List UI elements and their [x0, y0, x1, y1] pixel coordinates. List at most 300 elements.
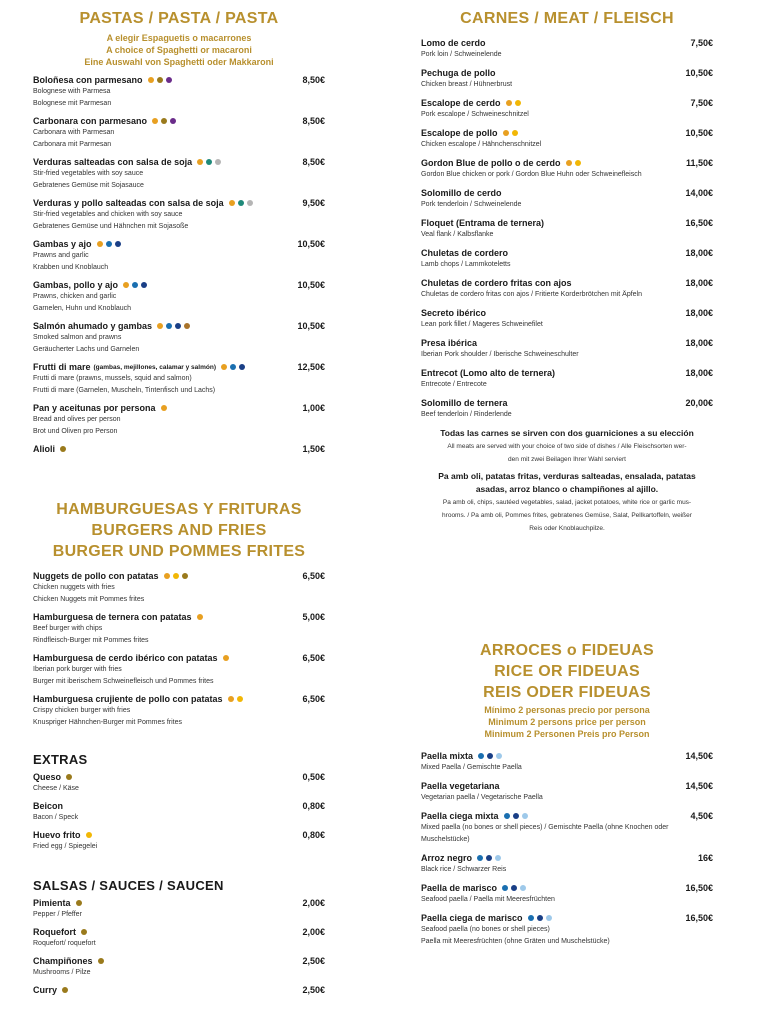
dish-price: 8,50€	[302, 75, 325, 85]
dish-description: Geräucherter Lachs und Garnelen	[33, 346, 140, 353]
allergen-dot-icon	[496, 753, 502, 759]
allergen-dot-icon	[106, 241, 112, 247]
dish-name-text: Gambas, pollo y ajo	[33, 280, 119, 290]
dish-description: Rindfleisch-Burger mit Pommes frites	[33, 637, 149, 644]
dish-description: Pork loin / Schweinelende	[421, 51, 502, 58]
allergen-dot-icon	[546, 915, 552, 921]
dish-description: Chuletas de cordero fritas con ajos / Fritierte Korderbrötchen mit Äpfeln	[421, 291, 642, 298]
menu-item	[33, 570, 325, 606]
dish-name	[33, 772, 72, 782]
dish-name	[421, 308, 486, 318]
dish-description: Stir-fried vegetables with soy sauce	[33, 170, 144, 177]
dish-name-text: Paella mixta	[421, 751, 474, 761]
dish-description: Chicken Nuggets mit Pommes frites	[33, 596, 145, 603]
dish-name	[421, 218, 544, 228]
dish-name-text: Verduras y pollo salteadas con salsa de soja	[33, 198, 224, 208]
allergen-dot-icon	[60, 446, 66, 452]
extras-title: EXTRAS	[33, 752, 88, 767]
dish-price: 18,00€	[685, 368, 713, 378]
arroces-sub-es: Mínimo 2 personas precio por persona	[484, 705, 650, 715]
dish-name	[33, 801, 63, 811]
dish-name-text: Hamburguesa de cerdo ibérico con patatas	[33, 653, 218, 663]
dish-description: Lean pork fillet / Mageres Schweinefilet	[421, 321, 543, 328]
dish-description: Bolognese mit Parmesan	[33, 100, 112, 107]
burgers-title-es: HAMBURGUESAS Y FRITURAS	[56, 501, 302, 518]
menu-item	[33, 652, 325, 688]
dish-name	[33, 280, 147, 290]
burgers-list	[33, 570, 325, 729]
menu-item-row	[421, 810, 713, 822]
allergen-dot-icon	[166, 323, 172, 329]
allergen-dot-icon	[166, 77, 172, 83]
menu-item	[33, 693, 325, 729]
dish-price: 2,50€	[302, 985, 325, 995]
dish-name	[33, 198, 253, 208]
arroces-sub-de: Minimum 2 Personen Preis pro Person	[484, 729, 650, 739]
dish-name	[33, 571, 188, 581]
dish-price: 10,50€	[685, 68, 713, 78]
allergen-dot-icon	[98, 958, 104, 964]
menu-item	[421, 852, 713, 876]
dish-price: 6,50€	[302, 571, 325, 581]
allergen-dot-icon	[182, 573, 188, 579]
burgers-title-de: BURGER UND POMMES FRITES	[52, 543, 306, 560]
arroces-section	[421, 640, 713, 954]
pastas-list	[33, 74, 325, 455]
dish-description: Garnelen, Huhn und Knoblauch	[33, 305, 132, 312]
allergen-dots	[86, 832, 92, 838]
allergen-dot-icon	[486, 855, 492, 861]
dish-name	[33, 612, 203, 622]
dish-description: Roquefort/ roquefort	[33, 940, 96, 947]
allergen-dot-icon	[537, 915, 543, 921]
allergen-dot-icon	[170, 118, 176, 124]
dish-description: Carbonara with Parmesan	[33, 129, 115, 136]
allergen-dot-icon	[495, 855, 501, 861]
allergen-dot-icon	[506, 100, 512, 106]
dish-name-text: Chuletas de cordero fritas con ajos	[421, 278, 572, 288]
dish-name	[33, 830, 92, 840]
dish-description: Smoked salmon and prawns	[33, 334, 122, 341]
menu-item-row	[33, 443, 325, 455]
dish-name-text: Paella de marisco	[421, 883, 498, 893]
menu-item-row	[421, 337, 713, 349]
extras-section	[33, 752, 325, 858]
dish-price: 1,00€	[302, 403, 325, 413]
menu-item	[421, 67, 713, 91]
dish-name-text: Escalope de cerdo	[421, 98, 501, 108]
pastas-sub-de: Eine Auswahl von Spaghetti oder Makkaroni	[84, 57, 274, 67]
dish-description: Stir-fried vegetables and chicken with soy sauce	[33, 211, 183, 218]
allergen-dot-icon	[86, 832, 92, 838]
menu-item-row	[33, 570, 325, 582]
allergen-dots	[223, 655, 229, 661]
extras-list	[33, 771, 325, 853]
dish-name	[421, 338, 477, 348]
menu-item	[421, 912, 713, 948]
menu-item	[421, 397, 713, 421]
dish-name-text: Hamburguesa crujiente de pollo con patatas	[33, 694, 223, 704]
menu-item-row	[421, 852, 713, 864]
menu-item-row	[33, 279, 325, 291]
dish-description: Mushrooms / Pilze	[33, 969, 91, 976]
dish-price: 16€	[697, 853, 713, 863]
dish-description: Veal flank / Kalbsflanke	[421, 231, 494, 238]
dish-description: Pork escalope / Schweineschnitzel	[421, 111, 529, 118]
pastas-title: PASTAS / PASTA / PASTA	[79, 10, 279, 27]
allergen-dots	[157, 323, 190, 329]
allergen-dot-icon	[230, 364, 236, 370]
allergen-dot-icon	[173, 573, 179, 579]
dish-name-text: Alioli	[33, 444, 55, 454]
carnes-note-2c: Reis oder Knoblauchpilze.	[529, 525, 605, 532]
dish-price: 16,50€	[685, 883, 713, 893]
dish-name-text: Frutti di mare	[33, 362, 91, 372]
dish-name	[421, 38, 486, 48]
dish-price: 2,50€	[302, 956, 325, 966]
allergen-dot-icon	[115, 241, 121, 247]
dish-name	[421, 368, 555, 378]
dish-name-text: Chuletas de cordero	[421, 248, 509, 258]
dish-price: 18,00€	[685, 278, 713, 288]
carnes-note-bold-2b: asadas, arroz blanco o champiñones al ajillo.	[475, 484, 659, 494]
carnes-list	[421, 37, 713, 421]
dish-price: 9,50€	[302, 198, 325, 208]
menu-item	[33, 829, 325, 853]
menu-item-row	[33, 800, 325, 812]
allergen-dot-icon	[478, 753, 484, 759]
dish-name	[33, 927, 87, 937]
dish-price: 2,00€	[302, 898, 325, 908]
dish-name	[421, 188, 502, 198]
menu-item-row	[33, 238, 325, 250]
dish-name-text: Gordon Blue de pollo o de cerdo	[421, 158, 561, 168]
menu-item	[33, 443, 325, 455]
menu-item	[33, 926, 325, 950]
dish-price: 20,00€	[685, 398, 713, 408]
dish-price: 0,50€	[302, 772, 325, 782]
menu-item	[33, 955, 325, 979]
allergen-dot-icon	[511, 885, 517, 891]
dish-name-text: Escalope de pollo	[421, 128, 498, 138]
allergen-dot-icon	[206, 159, 212, 165]
carnes-note-1a: All meats are served with your choice of two side of dishes / Alle Fleischsorten wer-	[447, 443, 687, 450]
carnes-note-2a: Pa amb oli, chips, sautéed vegetables, salad, jacket potatoes, white rice or garlic mus-	[442, 499, 692, 506]
menu-item-row	[421, 367, 713, 379]
allergen-dot-icon	[528, 915, 534, 921]
dish-name	[421, 68, 496, 78]
allergen-dot-icon	[161, 118, 167, 124]
menu-item-row	[33, 984, 325, 996]
dish-name	[33, 985, 68, 995]
dish-description: Prawns and garlic	[33, 252, 89, 259]
allergen-dot-icon	[175, 323, 181, 329]
carnes-note-bold-2a: Pa amb oli, patatas fritas, verduras salteadas, ensalada, patatas	[438, 471, 696, 481]
allergen-dot-icon	[522, 813, 528, 819]
arroces-subtitle	[421, 704, 713, 740]
allergen-dot-icon	[215, 159, 221, 165]
allergen-dots	[504, 813, 528, 819]
menu-item	[33, 402, 325, 438]
menu-item	[33, 115, 325, 151]
dish-description: Beef tenderloin / Rinderlende	[421, 411, 512, 418]
arroces-title-de: REIS ODER FIDEUAS	[483, 684, 651, 701]
dish-price: 0,80€	[302, 801, 325, 811]
dish-price: 16,50€	[685, 913, 713, 923]
dish-name	[421, 883, 526, 893]
allergen-dots	[506, 100, 521, 106]
menu-item	[421, 750, 713, 774]
dish-description: Knuspriger Hähnchen-Burger mit Pommes frites	[33, 719, 183, 726]
menu-item-row	[421, 882, 713, 894]
dish-name	[33, 653, 229, 663]
allergen-dots	[81, 929, 87, 935]
menu-item-row	[33, 611, 325, 623]
menu-item	[33, 984, 325, 996]
menu-item	[421, 337, 713, 361]
menu-item	[33, 361, 325, 397]
allergen-dots	[229, 200, 253, 206]
allergen-dot-icon	[515, 100, 521, 106]
menu-item-row	[421, 67, 713, 79]
dish-description: Lamb chops / Lammkoteletts	[421, 261, 511, 268]
dish-name-detail: (gambas, mejillones, calamar y salmón)	[93, 363, 216, 371]
dish-name-text: Roquefort	[33, 927, 76, 937]
menu-item-row	[33, 74, 325, 86]
menu-item-row	[33, 897, 325, 909]
menu-item	[33, 611, 325, 647]
dish-name-text: Pimienta	[33, 898, 71, 908]
dish-description: Muschelstücke)	[421, 836, 470, 843]
menu-item	[421, 307, 713, 331]
menu-item	[421, 277, 713, 301]
dish-description: Seafood paella (no bones or shell pieces)	[421, 926, 550, 933]
menu-item-row	[421, 750, 713, 762]
allergen-dots	[502, 885, 526, 891]
allergen-dots	[66, 774, 72, 780]
dish-price: 18,00€	[685, 338, 713, 348]
allergen-dot-icon	[97, 241, 103, 247]
allergen-dots	[221, 364, 245, 370]
dish-name-text: Arroz negro	[421, 853, 473, 863]
allergen-dot-icon	[503, 130, 509, 136]
allergen-dots	[123, 282, 147, 288]
allergen-dot-icon	[513, 813, 519, 819]
pastas-section	[33, 8, 325, 460]
dish-name-text: Verduras salteadas con salsa de soja	[33, 157, 193, 167]
dish-price: 10,50€	[297, 321, 325, 331]
allergen-dot-icon	[132, 282, 138, 288]
dish-name	[421, 781, 500, 791]
menu-item-row	[421, 307, 713, 319]
dish-name-text: Boloñesa con parmesano	[33, 75, 143, 85]
dish-price: 14,50€	[685, 781, 713, 791]
dish-description: Gebratenes Gemüse mit Sojasauce	[33, 182, 144, 189]
allergen-dot-icon	[66, 774, 72, 780]
dish-name-text: Paella ciega mixta	[421, 811, 499, 821]
dish-name-text: Secreto ibérico	[421, 308, 487, 318]
menu-item-row	[33, 361, 325, 373]
allergen-dot-icon	[504, 813, 510, 819]
menu-item-row	[421, 217, 713, 229]
dish-description: Vegetarian paella / Vegetarische Paella	[421, 794, 543, 801]
allergen-dots	[566, 160, 581, 166]
dish-description: Cheese / Käse	[33, 785, 79, 792]
dish-description: Bread and olives per person	[33, 416, 121, 423]
dish-price: 10,50€	[685, 128, 713, 138]
dish-price: 1,50€	[302, 444, 325, 454]
menu-item	[33, 279, 325, 315]
burgers-title-en: BURGERS AND FRIES	[91, 522, 267, 539]
allergen-dot-icon	[221, 364, 227, 370]
menu-item-row	[33, 955, 325, 967]
allergen-dot-icon	[237, 696, 243, 702]
dish-name	[421, 278, 572, 288]
dish-price: 18,00€	[685, 248, 713, 258]
menu-item	[421, 97, 713, 121]
dish-name-text: Entrecot (Lomo alto de ternera)	[421, 368, 556, 378]
allergen-dots	[228, 696, 243, 702]
menu-item	[421, 187, 713, 211]
allergen-dot-icon	[223, 655, 229, 661]
menu-item-row	[33, 197, 325, 209]
allergen-dot-icon	[157, 323, 163, 329]
dish-name	[33, 362, 245, 372]
menu-item-row	[421, 780, 713, 792]
dish-name-text: Champiñones	[33, 956, 93, 966]
menu-item-row	[33, 771, 325, 783]
menu-item-row	[421, 277, 713, 289]
dish-name	[421, 853, 501, 863]
dish-name	[33, 694, 243, 704]
menu-item	[33, 74, 325, 110]
dish-description: Gordon Blue chicken or pork / Gordon Blue Huhn oder Schweinefleisch	[421, 171, 642, 178]
dish-description: Mixed Paella / Gemischte Paella	[421, 764, 522, 771]
dish-name-text: Paella vegetariana	[421, 781, 500, 791]
dish-name	[33, 239, 121, 249]
carnes-note	[421, 427, 713, 535]
dish-price: 0,80€	[302, 830, 325, 840]
dish-name-text: Presa ibérica	[421, 338, 478, 348]
dish-name-text: Nuggets de pollo con patatas	[33, 571, 159, 581]
allergen-dot-icon	[148, 77, 154, 83]
dish-price: 6,50€	[302, 653, 325, 663]
allergen-dot-icon	[502, 885, 508, 891]
dish-name	[421, 98, 521, 108]
menu-item	[421, 247, 713, 271]
arroces-sub-en: Minimum 2 persons price per person	[488, 717, 646, 727]
dish-description: Beef burger with chips	[33, 625, 103, 632]
menu-item	[33, 156, 325, 192]
allergen-dots	[164, 573, 188, 579]
dish-description: Frutti di mare (prawns, mussels, squid and salmon)	[33, 375, 192, 382]
allergen-dot-icon	[512, 130, 518, 136]
carnes-note-bold-1: Todas las carnes se sirven con dos guarniciones a su elección	[440, 428, 694, 438]
dish-name	[421, 128, 518, 138]
allergen-dot-icon	[566, 160, 572, 166]
menu-item-row	[421, 187, 713, 199]
dish-description: Crispy chicken burger with fries	[33, 707, 131, 714]
allergen-dot-icon	[197, 159, 203, 165]
dish-description: Chicken nuggets with fries	[33, 584, 115, 591]
allergen-dots	[197, 614, 203, 620]
dish-price: 4,50€	[690, 811, 713, 821]
allergen-dots	[478, 753, 502, 759]
dish-price: 8,50€	[302, 116, 325, 126]
dish-name-text: Pan y aceitunas por persona	[33, 403, 156, 413]
dish-name	[33, 157, 221, 167]
menu-item	[421, 810, 713, 846]
allergen-dot-icon	[229, 200, 235, 206]
allergen-dots	[148, 77, 172, 83]
dish-name	[421, 751, 502, 761]
pastas-subtitle	[33, 32, 325, 68]
menu-item-row	[421, 397, 713, 409]
dish-price: 2,00€	[302, 927, 325, 937]
dish-name-text: Beicon	[33, 801, 64, 811]
menu-item-row	[33, 693, 325, 705]
allergen-dots	[97, 241, 121, 247]
menu-item	[421, 37, 713, 61]
allergen-dot-icon	[239, 364, 245, 370]
dish-price: 14,50€	[685, 751, 713, 761]
menu-item	[421, 780, 713, 804]
dish-description: Brot und Oliven pro Person	[33, 428, 118, 435]
menu-item-row	[421, 912, 713, 924]
menu-item	[421, 367, 713, 391]
menu-item-row	[33, 115, 325, 127]
pastas-sub-en: A choice of Spaghetti or macaroni	[106, 45, 252, 55]
menu-item	[33, 238, 325, 274]
dish-name-text: Curry	[33, 985, 58, 995]
dish-description: Gebratenes Gemüse und Hähnchen mit Sojasoße	[33, 223, 189, 230]
allergen-dot-icon	[81, 929, 87, 935]
allergen-dot-icon	[123, 282, 129, 288]
allergen-dot-icon	[520, 885, 526, 891]
menu-item-row	[33, 829, 325, 841]
dish-name-text: Pechuga de pollo	[421, 68, 496, 78]
dish-description: Carbonara mit Parmesan	[33, 141, 112, 148]
dish-description: Krabben und Knoblauch	[33, 264, 109, 271]
allergen-dots	[76, 900, 82, 906]
dish-name	[421, 913, 552, 923]
allergen-dot-icon	[575, 160, 581, 166]
arroces-list	[421, 750, 713, 948]
menu-item-row	[421, 127, 713, 139]
allergen-dots	[62, 987, 68, 993]
dish-name	[421, 248, 508, 258]
dish-description: Pepper / Pfeffer	[33, 911, 82, 918]
carnes-section	[421, 8, 713, 535]
dish-description: Frutti di mare (Garnelen, Muscheln, Tintenfisch und Lachs)	[33, 387, 216, 394]
allergen-dot-icon	[152, 118, 158, 124]
allergen-dot-icon	[141, 282, 147, 288]
dish-name	[421, 811, 528, 821]
dish-name-text: Solomillo de cerdo	[421, 188, 502, 198]
allergen-dots	[152, 118, 176, 124]
allergen-dot-icon	[161, 405, 167, 411]
pastas-sub-es: A elegir Espaguetis o macarrones	[106, 33, 252, 43]
menu-item-row	[421, 157, 713, 169]
allergen-dot-icon	[238, 200, 244, 206]
dish-name	[421, 158, 581, 168]
dish-price: 10,50€	[297, 239, 325, 249]
menu-item-row	[33, 652, 325, 664]
dish-price: 7,50€	[690, 38, 713, 48]
menu-item	[33, 897, 325, 921]
menu-item	[33, 197, 325, 233]
menu-item-row	[421, 37, 713, 49]
